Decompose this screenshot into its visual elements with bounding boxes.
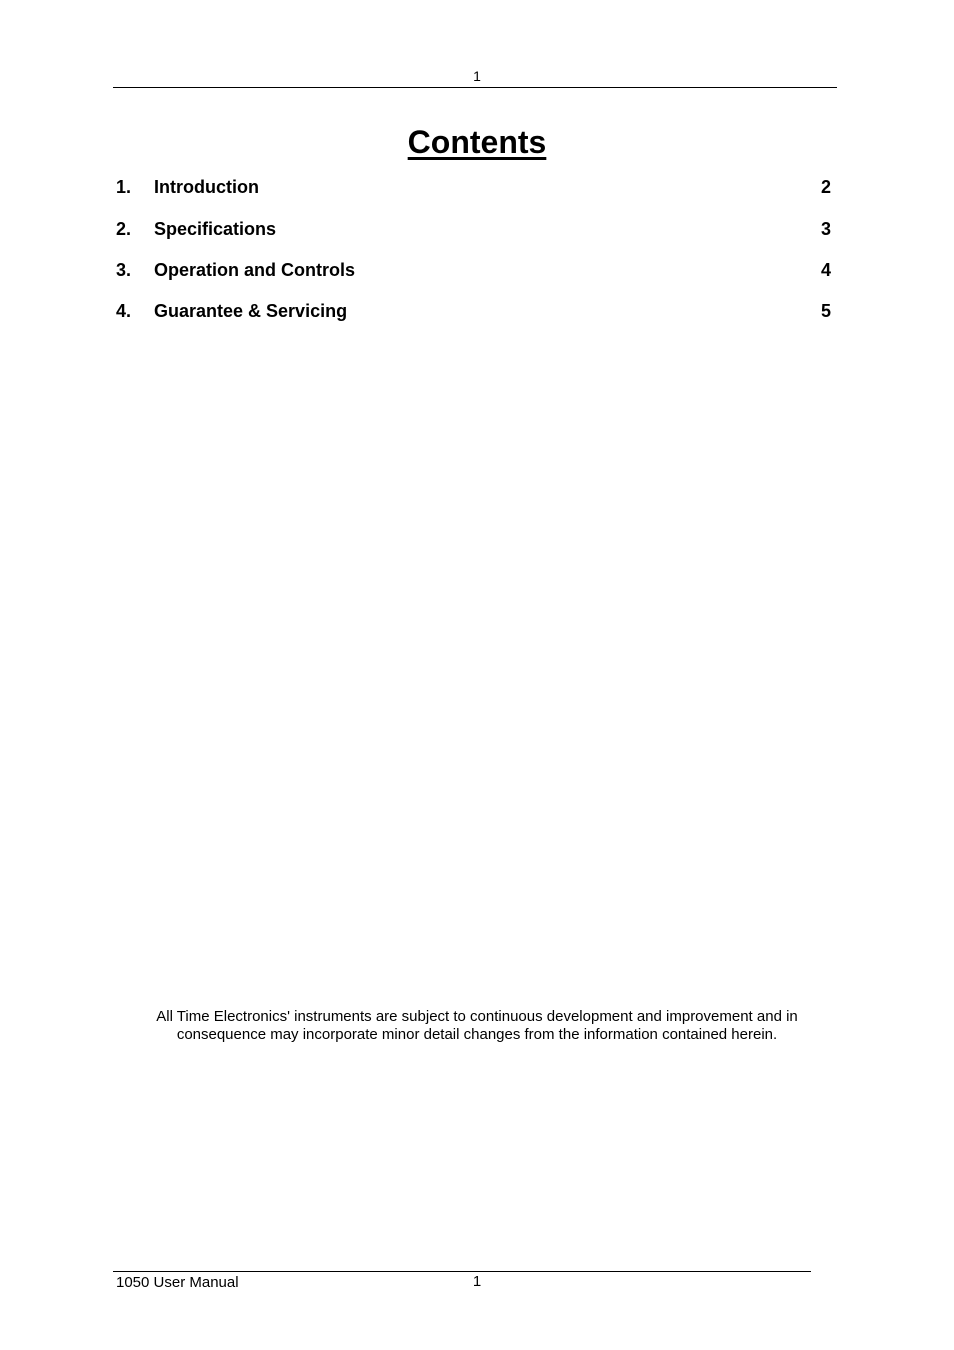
toc-entry-operation-and-controls[interactable]: [116, 259, 831, 281]
toc-entry-page: 5: [820, 301, 831, 321]
toc-entry-guarantee-servicing[interactable]: [116, 300, 831, 322]
toc-entry-page: 4: [820, 260, 831, 280]
toc-entry-title: Guarantee & Servicing: [154, 301, 348, 321]
footer-page-number: 1: [472, 1273, 482, 1290]
toc-entry-specifications[interactable]: [116, 218, 831, 240]
toc-entry-title: Introduction: [154, 177, 259, 197]
toc-entry-title: Operation and Controls: [154, 260, 356, 280]
page-title: Contents: [407, 124, 547, 160]
toc-entry-page: 3: [820, 219, 831, 239]
header-divider: [113, 87, 837, 88]
toc-entry-number: 4.: [116, 301, 132, 321]
notice-line-1: All Time Electronics' instruments are subject to continuous development and improvement and in: [156, 1008, 798, 1025]
toc-entry-title: Specifications: [154, 219, 277, 239]
toc-entry-number: 3.: [116, 260, 132, 280]
toc-entry-number: 2.: [116, 219, 132, 239]
footer-manual-name: 1050 User Manual: [116, 1274, 239, 1291]
notice-line-2: consequence may incorporate minor detail changes from the information contained herein.: [176, 1026, 778, 1043]
header-page-number: 1: [473, 68, 481, 84]
toc-entry-number: 1.: [116, 177, 132, 197]
development-notice: [0, 1008, 954, 1044]
toc-entry-page: 2: [820, 177, 831, 197]
toc-entry-introduction[interactable]: [116, 176, 831, 198]
footer-divider: [113, 1271, 811, 1272]
